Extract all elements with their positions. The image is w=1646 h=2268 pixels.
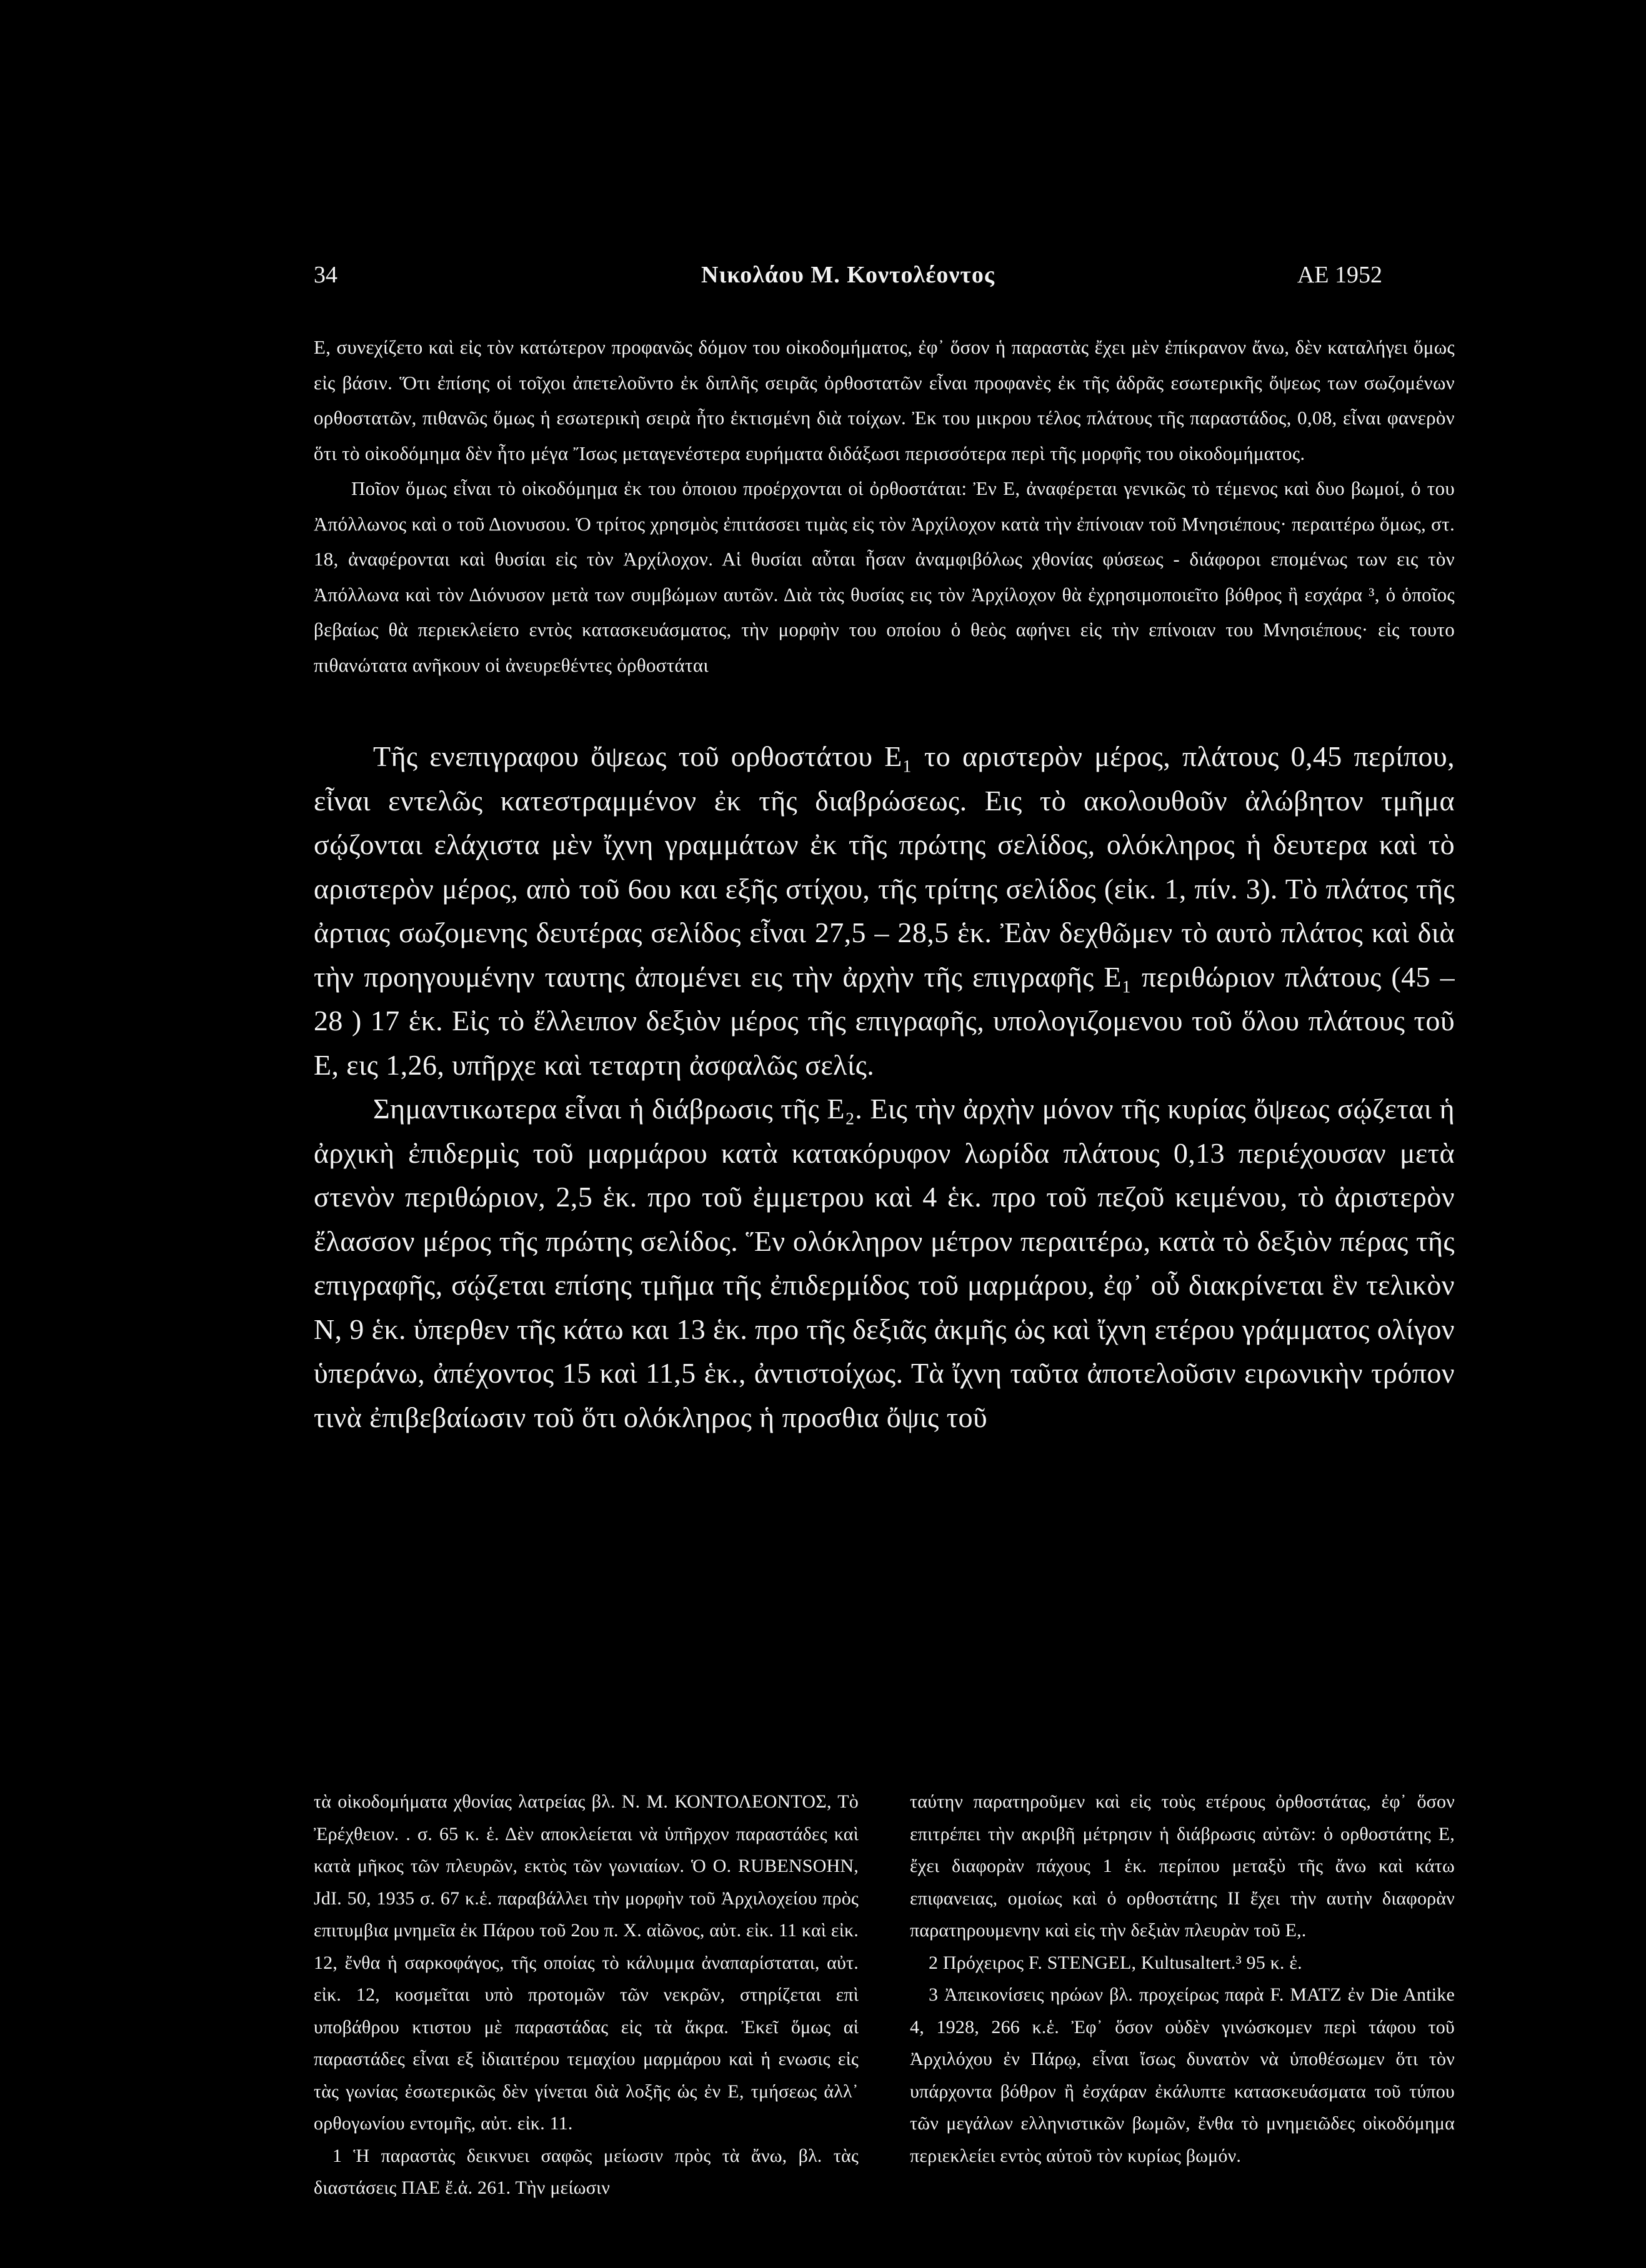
footnotes (314, 1786, 1455, 2204)
intro-text-block (314, 330, 1455, 683)
main-text-block (314, 735, 1455, 1440)
journal-reference: ΑΕ 1952 (1297, 262, 1382, 288)
footnote-2: 2 Πρόχειρος F. STENGEL, Kultusaltert.³ 95 κ. ἑ. (929, 1952, 1302, 1973)
main-paragraph-2: Σημαντικωτερα εἶναι ἡ διάβρωσις τῆς Ε₂. Εις τὴν ἀρχὴν μόνον τῆς κυρίας ὄψεως σῴζεται ἡ ἀρχικὴ ἐπιδερμὶς τοῦ μαρμάρου κατὰ κατακόρυφον λωρίδα πλάτους 0,13 περιέχουσαν μετὰ στενὸν περιθώριον, 2,5 ἑκ. προ τοῦ ἐμμετρου καὶ 4 ἑκ. προ τοῦ πεζοῦ κειμένου, τὸ ἀριστερὸν ἔλασσον μέρος τῆς πρώτης σελίδος. Ἕν ολόκληρον μέτρον περαιτέρω, κατὰ τὸ δεξιὸν πέρας τῆς επιγραφῆς, σῴζεται επίσης τμῆμα τῆς ἐπιδερμίδος τοῦ μαρμάρου, ἐφ᾽ οὗ διακρίνεται ἓν τελικὸν Ν, 9 ἑκ. ὑπερθεν τῆς κάτω και 13 ἑκ. προ τῆς δεξιᾶς ἀκμῆς ὡς καὶ ἴχνη ετέρου γράμματος ολίγον ὑπεράνω, ἀπέχοντος 15 καὶ 11,5 ἑκ., ἀντιστοίχως. Τὰ ἴχνη ταῦτα ἀποτελοῦσιν ειρωνικὴν τρόπον τινὰ ἐπιβεβαίωσιν τοῦ ὅτι ολόκληρος ἡ προσθια ὄψις τοῦ (314, 1093, 1455, 1433)
page-header (314, 261, 1382, 299)
main-paragraph-1: Τῆς ενεπιγραφου ὄψεως τοῦ ορθοστάτου Ε₁ το αριστερὸν μέρος, πλάτους 0,45 περίπου, εἶναι εντελῶς κατεστραμμένον ἐκ τῆς διαβρώσεως. Εις τὸ ακολουθοῦν ἀλώβητον τμῆμα σῴζονται ελάχιστα μὲν ἴχνη γραμμάτων ἐκ τῆς πρώτης σελίδος, ολόκληρος ἡ δευτερα καὶ τὸ αριστερὸν μέρος, απὸ τοῦ 6ου και εξῆς στίχου, τῆς τρίτης σελίδος (εἰκ. 1, πίν. 3). Τὸ πλάτος τῆς ἀρτιας σωζομενης δευτέρας σελίδος εἶναι 27,5 – 28,5 ἑκ. Ἐὰν δεχθῶμεν τὸ αυτὸ πλάτος καὶ διὰ τὴν προηγουμένην ταυτης ἀπομένει εις τὴν ἀρχὴν τῆς επιγραφῆς Ε₁ περιθώριον πλάτους (45 – 28 ) 17 ἑκ. Εἰς τὸ ἔλλειπον δεξιὸν μέρος τῆς επιγραφῆς, υπολογιζομενου τοῦ ὅλου πλάτους τοῦ Ε, εις 1,26, υπῆρχε καὶ τεταρτη ἀσφαλῶς σελίς. (314, 740, 1455, 1081)
footnote-1: 1 Ἡ παραστὰς δεικνυει σαφῶς μείωσιν πρὸς τὰ ἄνω, βλ. τὰς διαστάσεις ΠΑΕ ἔ.ἀ. 261. Τὴν μείωσιν (314, 2145, 859, 2198)
footnote-continuation: τὰ οἰκοδομήματα χθονίας λατρείας βλ. Ν. Μ. ΚΟΝΤΟΛΕΟΝΤΟΣ, Τὸ Ἐρέχθειον. . σ. 65 κ. ἑ. Δὲν αποκλείεται νὰ ὑπῆρχον παραστάδες καὶ κατὰ μῆκος τῶν πλευρῶν, εκτὸς τῶν γωνιαίων. Ὁ O. RUBENSOHN, JdI. 50, 1935 σ. 67 κ.ἑ. παραβάλλει τὴν μορφὴν τοῦ Ἀρχιλοχείου πρὸς επιτυμβια μνημεῖα ἐκ Πάρου τοῦ 2ου π. Χ. αἰῶνος, αὐτ. εἰκ. 11 καὶ εἰκ. 12, ἔνθα ἡ σαρκοφάγος, τῆς οποίας τὸ κάλυμμα ἀναπαρίσταται, αὐτ. εἰκ. 12, κοσμεῖται υπὸ προτομῶν τῶν νεκρῶν, στηρίζεται επὶ υποβάθρου κτιστου μὲ παραστάδας εἰς τὰ ἄκρα. Ἐκεῖ ὅμως αἱ παραστάδες εἶναι εξ ἰδιαιτέρου τεμαχίου μαρμάρου καὶ ἡ ενωσις εἰς τὰς γωνίας ἐσωτερικῶς δὲν γίνεται διὰ λοξῆς ὡς ἐν Ε, τμήσεως ἀλλ᾽ ορθογωνίου εντομῆς, αὐτ. εἰκ. 11. (314, 1791, 859, 2134)
second-paragraph: Ποῖον ὅμως εἶναι τὸ οἰκοδόμημα ἐκ του ὁποιου προέρχονται οἱ ὀρθοστάται: Ἐν Ε, ἀναφέρεται γενικῶς τὸ τέμενος καὶ δυο βωμοί, ὁ του Ἀπόλλωνος καὶ ο τοῦ Διονυσου. Ὁ τρίτος χρησμὸς ἐπιτάσσει τιμὰς εἰς τὸν Ἀρχίλοχον κατὰ τὴν ἐπίνοιαν τοῦ Μνησιέπους· περαιτέρω ὅμως, στ. 18, ἀναφέρονται καὶ θυσίαι εἰς τὸν Ἀρχίλοχον. Αἱ θυσίαι αὗται ἦσαν ἀναμφιβόλως χθονίας φύσεως - διάφοροι επομένως των εις τὸν Ἀπόλλωνα καὶ τὸν Διόνυσον μετὰ των συμβώμων αυτῶν. Διὰ τὰς θυσίας εις τὸν Ἀρχίλοχον θὰ ἐχρησιμοποιεῖτο βόθρος ἢ εσχάρα ³, ὁ ὁποῖος βεβαίως θὰ περιεκλείετο εντὸς κατασκευάσματος, τὴν μορφὴν του οποίου ὁ θεὸς αφήνει εἰς τὴν επίνοιαν του Μνησιέπους· εἰς τουτο πιθανώτατα ανῆκουν οἱ ἀνευρεθέντες ὀρθοστάται (314, 477, 1455, 676)
intro-paragraph: Ε, συνεχίζετο καὶ εἰς τὸν κατώτερον προφανῶς δόμον του οἰκοδομήματος, ἐφ᾽ ὅσον ἡ παραστὰς ἔχει μὲν ἐπίκρανον ἄνω, δὲν καταλήγει ὅμως εἰς βάσιν. Ὅτι ἐπίσης οἱ τοῖχοι ἀπετελοῦντο ἐκ διπλῆς σειρᾶς ὀρθοστατῶν εἶναι προφανὲς ἐκ τῆς ἀδρᾶς εσωτερικῆς ὄψεως των σωζομένων ορθοστατῶν, πιθανῶς ὅμως ἡ εσωτερικὴ σειρὰ ἦτο ἐκτισμένη διὰ τοίχων. Ἐκ του μικρου τέλος πλάτους τῆς παραστάδος, 0,08, εἶναι φανερὸν ὅτι τὸ οἰκοδόμημα δὲν ἦτο μέγα Ἴσως μεταγενέστερα ευρήματα διδάξωσι περισσότερα περὶ τῆς μορφῆς του οἰκοδομήματος. (314, 336, 1455, 464)
footnotes-right-column (910, 1786, 1455, 2204)
footnotes-left-column (314, 1786, 859, 2204)
footnote-3: 3 Ἀπεικονίσεις ηρώων βλ. προχείρως παρὰ F. MATZ ἐν Die Antike 4, 1928, 266 κ.ἑ. Ἐφ᾽ ὅσον οὐδὲν γινώσκομεν περὶ τάφου τοῦ Ἀρχιλόχου ἐν Πάρῳ, εἶναι ἴσως δυνατὸν νὰ ὑποθέσωμεν ὅτι τὸν υπάρχοντα βόθρον ἢ ἐσχάραν ἐκάλυπτε κατασκευάσματα τοῦ τύπου τῶν μεγάλων ελληνιστικῶν βωμῶν, ἔνθα τὸ μνημειῶδες οἰκοδόμημα περιεκλείει εντὸς αὑτοῦ τὸν κυρίως βωμόν. (910, 1984, 1455, 2166)
page-number: 34 (314, 262, 337, 288)
footnote-1-continuation: ταύτην παρατηροῦμεν καὶ εἰς τοὺς ετέρους ὀρθοστάτας, ἐφ᾽ ὅσον επιτρέπει τὴν ακριβῆ μέτρησιν ἡ διάβρωσις αὐτῶν: ὁ ορθοστάτης Ε, ἔχει διαφορὰν πάχους 1 ἑκ. περίπου μεταξὺ τῆς ἄνω καὶ κάτω επιφανειας, ομοίως καὶ ὁ ορθοστάτης ΙΙ ἔχει τὴν αυτὴν διαφορὰν παρατηρουμενην καὶ εἰς τὴν δεξιὰν πλευρὰν τοῦ Ε,. (910, 1791, 1455, 1941)
running-title: Νικολάου Μ. Κοντολέοντος (701, 262, 995, 288)
